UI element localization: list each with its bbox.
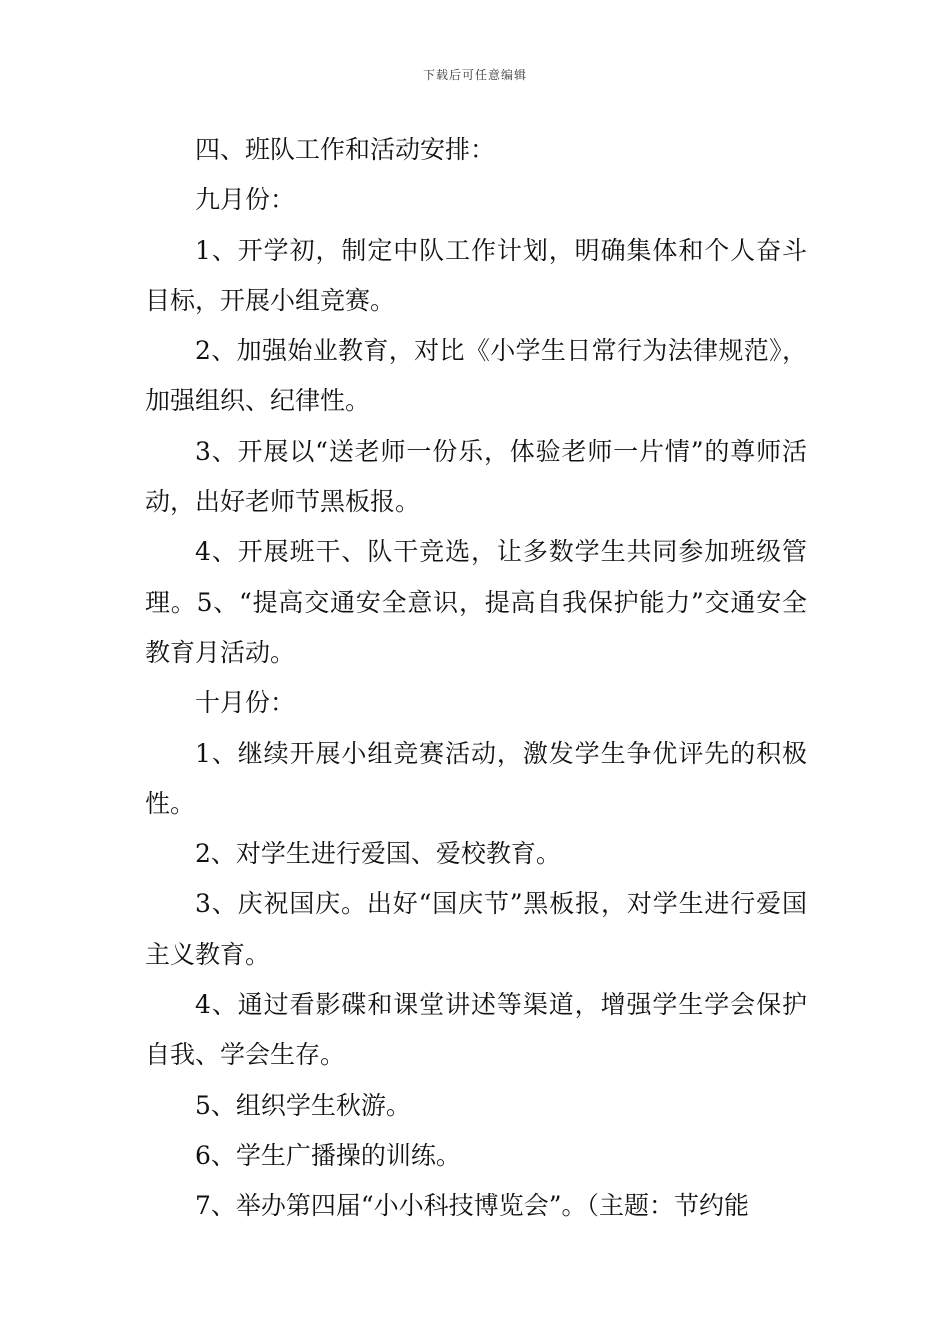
list-item: 4、开展班干、队干竞选，让多数学生共同参加班级管理。5、“提高交通安全意识，提高自我保护能力”交通安全教育月活动。 bbox=[145, 537, 807, 667]
list-item: 1、开学初，制定中队工作计划，明确集体和个人奋斗目标，开展小组竞赛。 bbox=[145, 235, 807, 315]
month-heading-october: 十月份： bbox=[195, 688, 296, 718]
list-item: 2、加强始业教育，对比《小学生日常行为法律规范》，加强组织、纪律性。 bbox=[145, 336, 807, 416]
list-item: 1、继续开展小组竞赛活动，激发学生争优评先的积极性。 bbox=[145, 738, 807, 818]
list-item: 3、庆祝国庆。出好“国庆节”黑板报，对学生进行爱国主义教育。 bbox=[145, 889, 807, 969]
list-item: 2、对学生进行爱国、爱校教育。 bbox=[195, 839, 561, 869]
page-header-note: 下载后可任意编辑 bbox=[422, 68, 527, 82]
list-item: 4、通过看影碟和课堂讲述等渠道，增强学生学会保护自我、学会生存。 bbox=[145, 990, 807, 1070]
section-heading: 四、班队工作和活动安排： bbox=[195, 135, 496, 164]
list-item: 3、开展以“送老师一份乐，体验老师一片情”的尊师活动，出好老师节黑板报。 bbox=[145, 436, 807, 517]
month-heading-september: 九月份： bbox=[195, 185, 296, 215]
list-item: 7、举办第四届“小小科技博览会”。（主题：节约能 bbox=[195, 1191, 749, 1221]
list-item: 6、学生广播操的训练。 bbox=[195, 1140, 461, 1170]
document-body bbox=[145, 125, 807, 1232]
list-item: 5、组织学生秋游。 bbox=[195, 1090, 411, 1120]
